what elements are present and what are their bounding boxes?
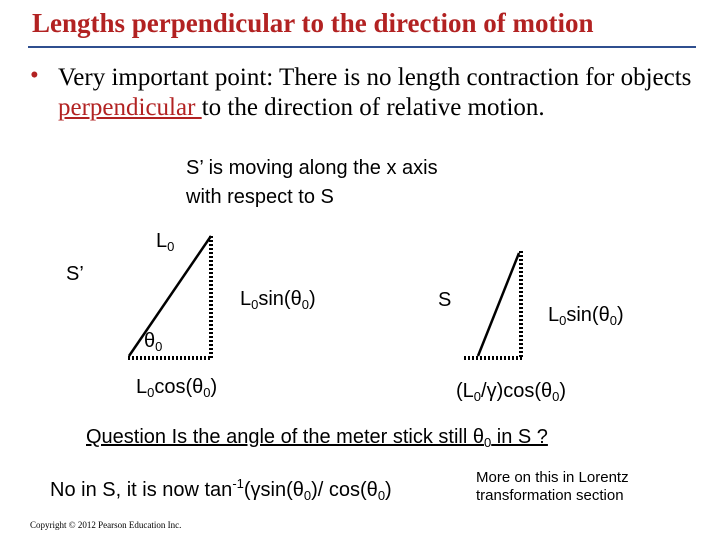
right-meter-stick [478,253,519,356]
slide-title: Lengths perpendicular to the direction of motion [32,8,594,38]
left-angle-label: $\theta_0$ [144,330,163,354]
left-length-label: $L_0$ [156,230,175,254]
question-text: Question Is the angle of the meter stick still $\theta_0$ in S ? [86,426,548,450]
right-frame-label: S [438,289,452,311]
key-point-underlined: perpendicular [58,94,202,121]
copyright-notice: Copyright © 2012 Pearson Education Inc. [30,520,182,530]
right-horizontal-label: $(L_0/\gamma)\cos(\theta_0)$ [456,380,567,404]
left-horizontal-label: $L_0\cos(\theta_0)$ [136,376,218,400]
key-point-part-1: Very important point: There is no length contraction for objects [58,64,692,91]
left-frame-label: S’ [66,263,84,285]
lorentz-note-line-1: More on this in Lorentz [476,469,629,486]
left-vertical-label: $L_0\sin(\theta_0)$ [240,288,316,312]
key-point-part-2: to the direction of relative motion. [201,94,545,121]
caption-line-2: with respect to S [186,186,334,208]
lorentz-note [476,469,629,505]
right-vertical-label: $L_0\sin(\theta_0)$ [548,304,624,328]
lorentz-note-line-2: transformation section [476,487,624,504]
bullet-marker: • [30,62,39,89]
answer-text: No in S, it is now $\tan^{-1}(\gamma\sin(\theta_0)/$ $\cos(\theta_0)$ [50,476,392,503]
caption-line-1: S’ is moving along the x axis [186,157,438,179]
left-meter-stick [129,236,211,356]
